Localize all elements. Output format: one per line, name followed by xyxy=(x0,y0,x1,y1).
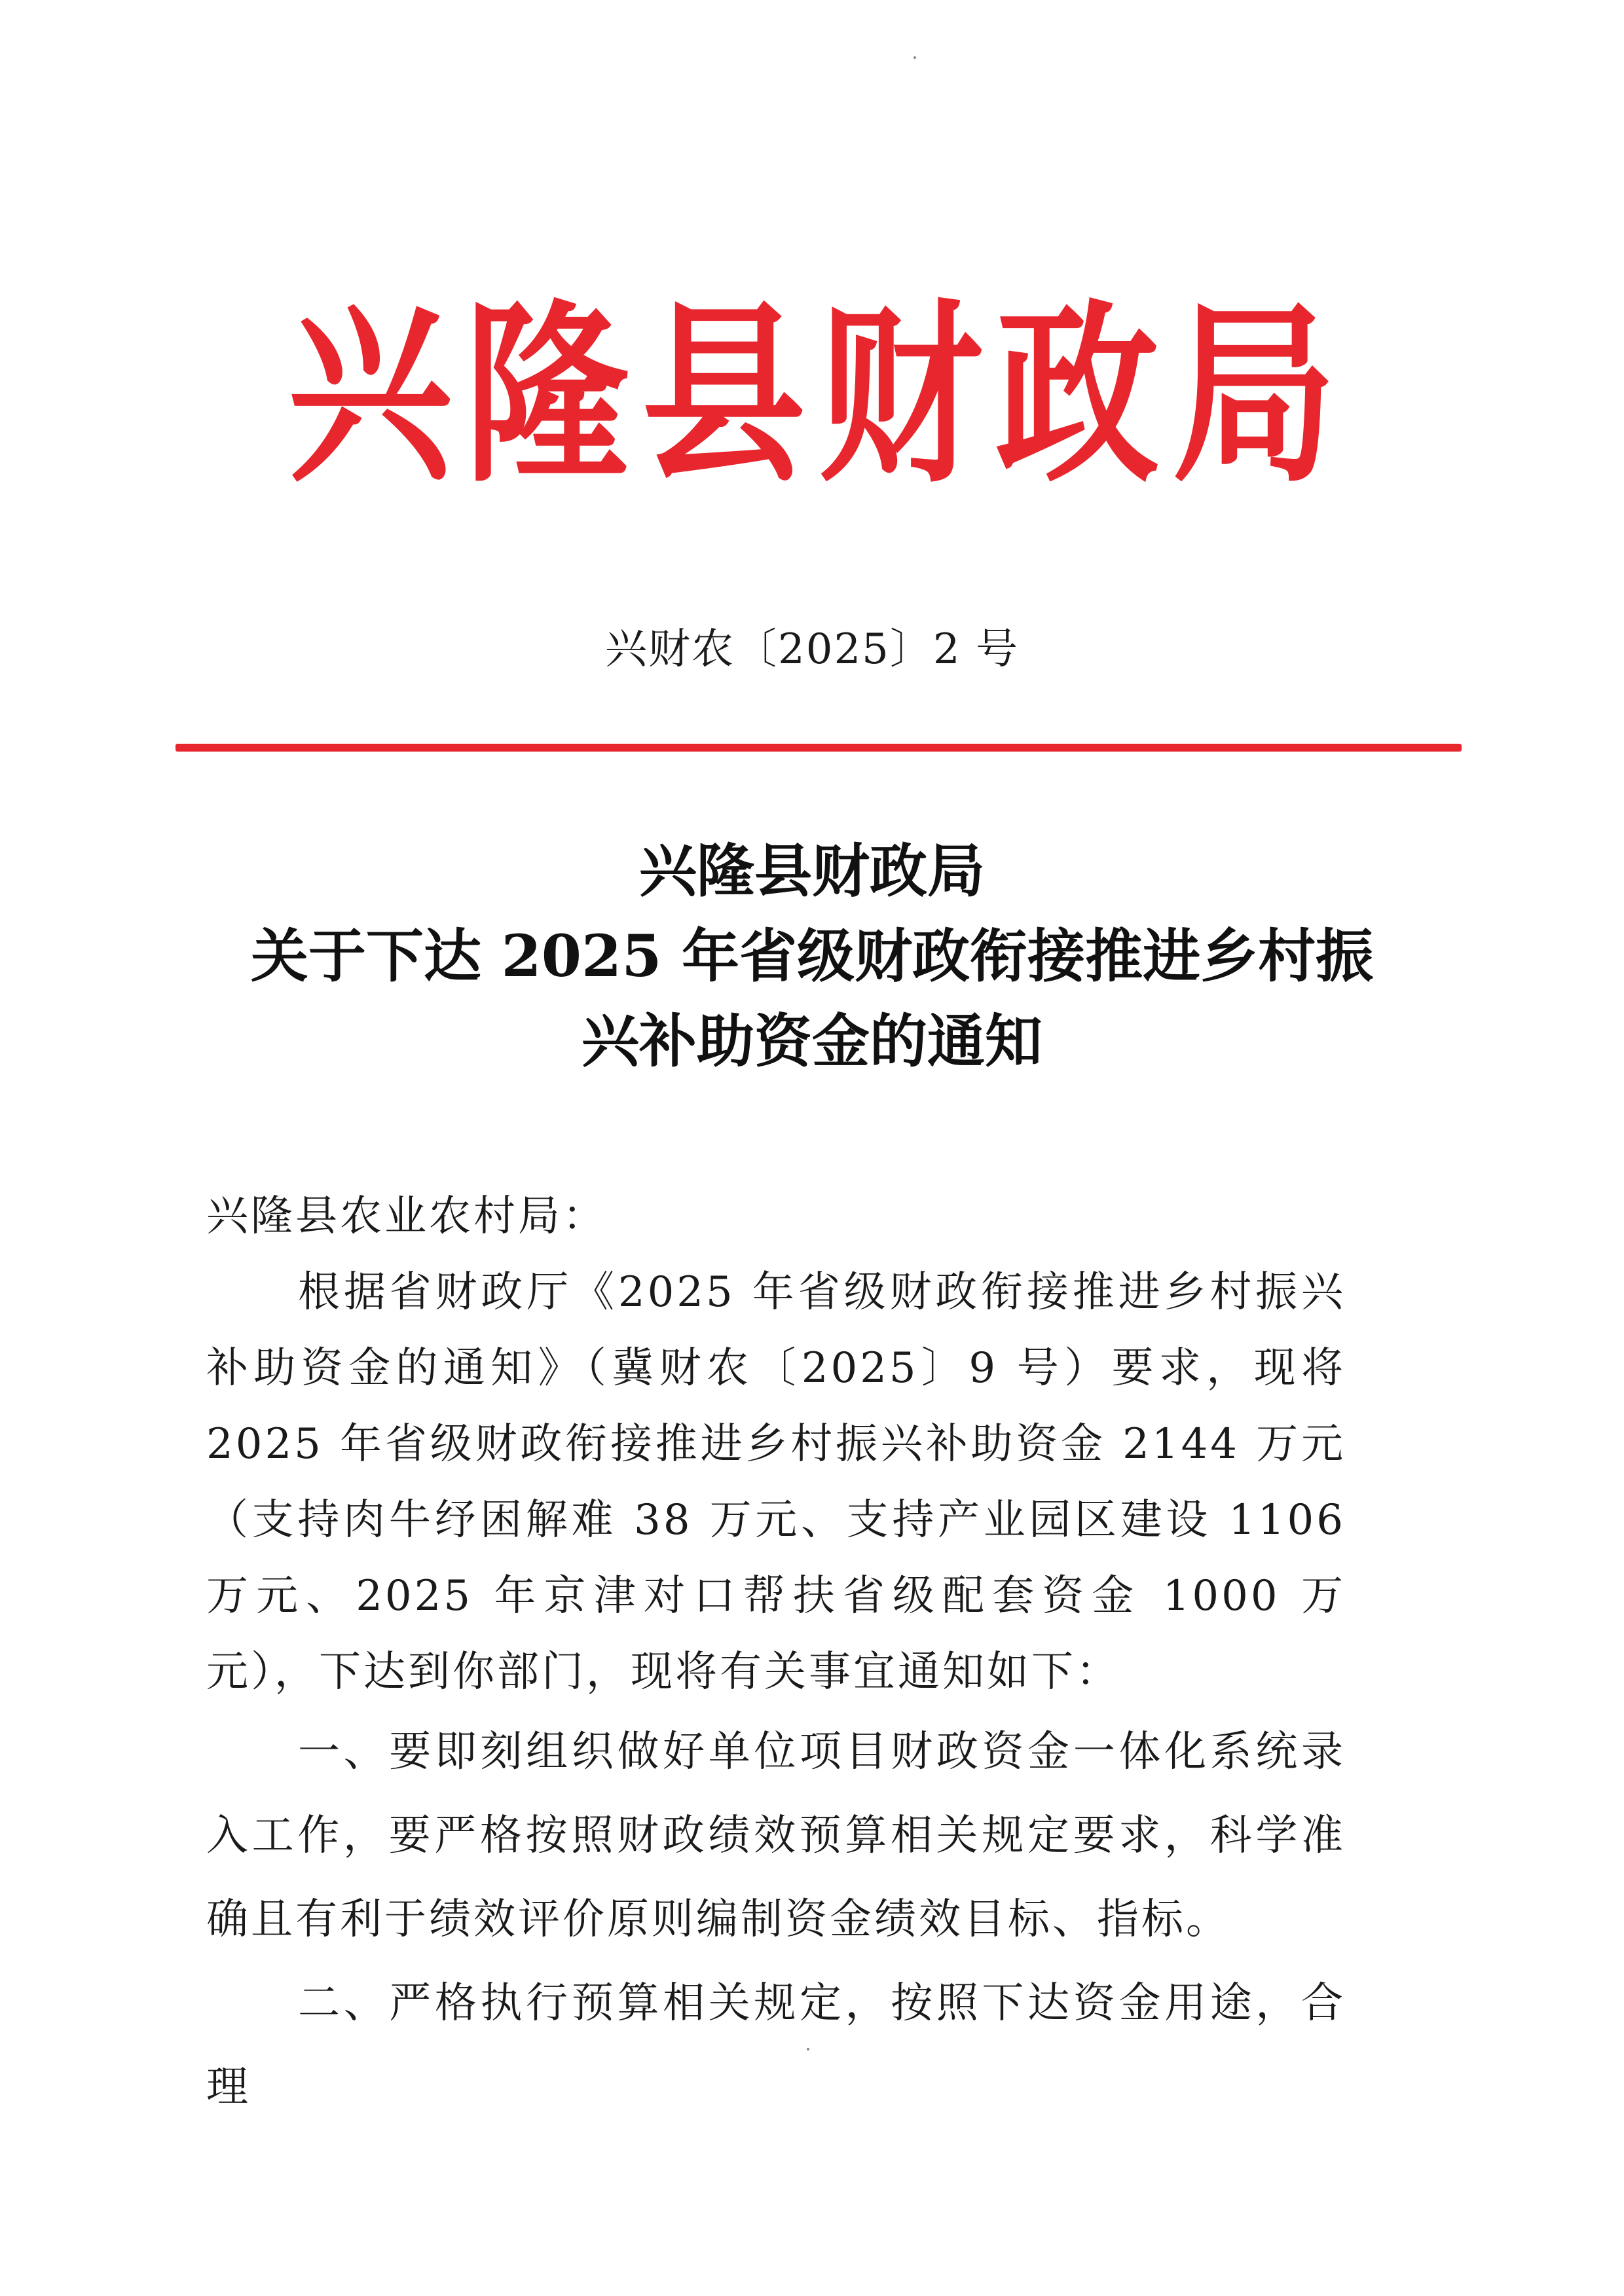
document-body xyxy=(206,1178,1346,2129)
masthead-char: 局 xyxy=(1172,283,1336,509)
title-line-2: 关于下达 2025 年省级财政衔接推进乡村振 xyxy=(250,922,1374,990)
masthead-char: 财 xyxy=(819,283,982,509)
masthead-title xyxy=(288,283,1336,509)
scan-speck xyxy=(913,56,916,59)
title-line-3: 兴补助资金的通知 xyxy=(581,1007,1043,1075)
masthead-char: 隆 xyxy=(465,283,629,509)
title-line-1: 兴隆县财政局 xyxy=(638,837,985,905)
document-number: 兴财农〔2025〕2 号 xyxy=(605,625,1019,674)
paragraph-item-1: 一、要即刻组织做好单位项目财政资金一体化系统录入工作，要严格按照财政绩效预算相关规定要求，科学准确且有利于绩效评价原则编制资金绩效目标、指标。 xyxy=(206,1728,1346,1944)
addressee: 兴隆县农业农村局： xyxy=(206,1192,607,1241)
paragraph-intro: 根据省财政厅《2025 年省级财政衔接推进乡村振兴补助资金的通知》（冀财农〔2025〕9 号）要求，现将 2025 年省级财政衔接推进乡村振兴补助资金 2144 万元（支持肉牛纾困解难 38 万元、支持产业园区建设 1106 万元、2025 年京津对口帮扶省级配套资金 1000 万元），下达到你部门，现将有关事宜通知如下： xyxy=(206,1268,1346,1696)
document-title xyxy=(131,828,1493,1084)
paragraph-item-2: 二、严格执行预算相关规定，按照下达资金用途，合理 xyxy=(206,1979,1346,2111)
masthead-char: 兴 xyxy=(288,283,452,509)
masthead-char: 政 xyxy=(995,283,1159,509)
scan-speck xyxy=(807,2048,809,2050)
masthead-char: 县 xyxy=(642,283,805,509)
red-divider-rule xyxy=(175,744,1462,752)
